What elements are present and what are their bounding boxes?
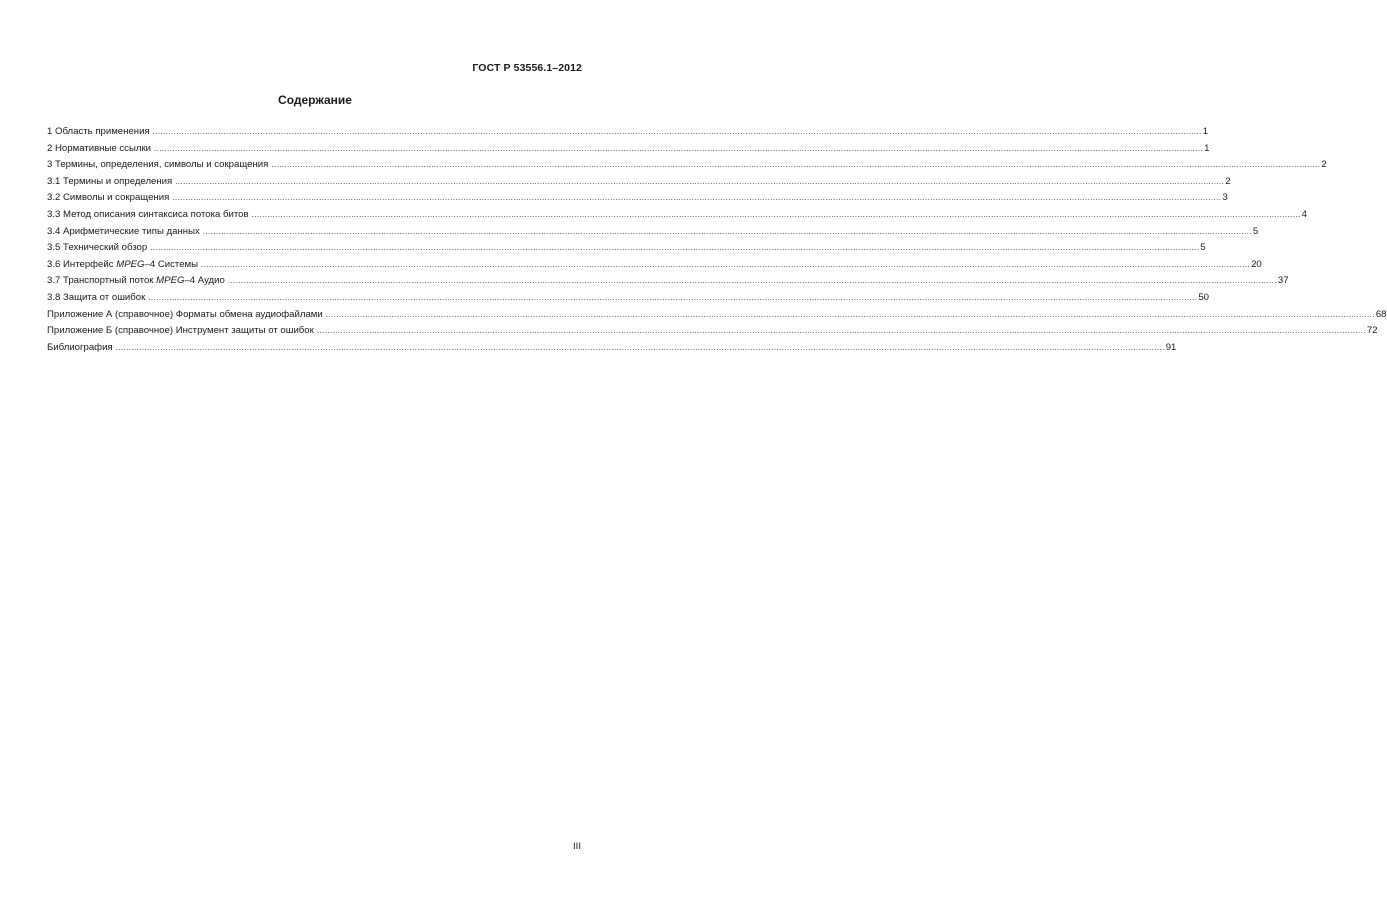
toc-entry-page: 1 (1204, 142, 1210, 154)
toc-entry[interactable] (47, 141, 1210, 158)
toc-leader-dots: ................................................................................................................................................................................................................................................................................................................................................................................................................ (316, 326, 1366, 336)
toc-entry-page: 2 (1321, 159, 1327, 171)
toc-entry[interactable] (47, 174, 1231, 191)
toc-entry-label (47, 290, 145, 307)
toc-entry-label (47, 174, 172, 191)
toc-leader-dots: ................................................................................................................................................................................................................................................................................................................................................................................................................ (201, 259, 1251, 269)
toc-entry-italic-text: MPEG (156, 275, 185, 287)
toc-entry-page: 37 (1277, 275, 1289, 287)
toc-entry-page: 5 (1200, 242, 1206, 254)
toc-entry-text: 3.2 Символы и сокращения (47, 192, 170, 204)
toc-leader-dots: ................................................................................................................................................................................................................................................................................................................................................................................................................ (202, 226, 1252, 236)
toc-entry-text: 1 Область применения (47, 126, 150, 137)
toc-entry-text: 3.5 Технический обзор (47, 242, 148, 254)
toc-entry-label (47, 190, 169, 207)
toc-leader-dots: ................................................................................................................................................................................................................................................................................................................................................................................................................ (115, 342, 1165, 352)
toc-entry-text-suffix: –4 Аудио (184, 275, 225, 287)
toc-entry[interactable] (47, 240, 1206, 257)
toc-entry-label (47, 141, 151, 158)
toc-entry[interactable] (47, 157, 1327, 174)
toc-leader-dots: ................................................................................................................................................................................................................................................................................................................................................................................................................ (172, 193, 1222, 203)
document-standard-id: ГОСТ Р 53556.1–2012 (472, 62, 582, 74)
toc-leader-dots: ................................................................................................................................................................................................................................................................................................................................................................................................................ (154, 143, 1204, 153)
toc-entry[interactable] (47, 340, 1177, 357)
toc-entry-label (47, 273, 225, 290)
toc-leader-dots: ................................................................................................................................................................................................................................................................................................................................................................................................................ (325, 309, 1375, 319)
toc-entry-text: 3.1 Термины и определения (47, 175, 173, 187)
toc-entry[interactable] (47, 273, 1289, 290)
toc-entry-label (47, 224, 200, 241)
toc-entry-page: 5 (1252, 225, 1259, 237)
toc-entry[interactable] (47, 290, 1210, 307)
toc-entry-page: 2 (1225, 175, 1231, 187)
toc-entry-page: 20 (1251, 258, 1262, 270)
toc-entry[interactable] (47, 323, 1378, 340)
toc-leader-dots: ................................................................................................................................................................................................................................................................................................................................................................................................................ (148, 292, 1198, 302)
toc-entry-text: 3.6 Интерфейс (47, 258, 117, 270)
toc-entry-text: Приложение А (справочное) Форматы обмена аудиофайлами (47, 308, 323, 320)
toc-entry[interactable] (47, 307, 1387, 324)
toc-entry-text: 3.3 Метод описания синтаксиса потока битов (47, 208, 249, 220)
toc-leader-dots: ................................................................................................................................................................................................................................................................................................................................................................................................................ (227, 276, 1277, 286)
toc-entry-text-suffix: –4 Системы (144, 258, 199, 270)
toc-entry-page: 50 (1198, 291, 1210, 303)
toc-leader-dots: ................................................................................................................................................................................................................................................................................................................................................................................................................ (251, 209, 1301, 219)
toc-entry-label (47, 207, 249, 224)
toc-entry-label (47, 240, 147, 257)
toc-entry-text: 3 Термины, определения, символы и сокращения (47, 159, 269, 171)
toc-entry-text: Приложение Б (справочное) Инструмент защиты от ошибок (47, 325, 314, 337)
toc-leader-dots: ................................................................................................................................................................................................................................................................................................................................................................................................................ (152, 127, 1202, 136)
toc-entry-label (47, 157, 268, 174)
toc-entry-text: 3.4 Арифметические типы данных (47, 225, 200, 237)
toc-entry-label (47, 257, 198, 274)
toc-entry-label (47, 323, 314, 340)
table-of-contents (47, 124, 1387, 356)
toc-entry[interactable] (47, 224, 1259, 241)
toc-entry-italic-text: MPEG (116, 258, 145, 270)
toc-entry-page: 91 (1165, 341, 1177, 353)
toc-entry-text: 3.7 Транспортный поток (47, 275, 157, 287)
toc-entry[interactable] (47, 257, 1262, 274)
toc-leader-dots: ................................................................................................................................................................................................................................................................................................................................................................................................................ (150, 243, 1200, 253)
toc-entry[interactable] (47, 190, 1228, 207)
toc-entry-page: 3 (1222, 192, 1228, 204)
toc-entry-page: 1 (1202, 126, 1209, 137)
page-number: III (573, 841, 581, 852)
toc-entry-label (47, 124, 150, 141)
toc-entry-text: 3.8 Защита от ошибок (47, 291, 146, 303)
toc-leader-dots: ................................................................................................................................................................................................................................................................................................................................................................................................................ (271, 160, 1321, 170)
toc-entry-label (47, 340, 113, 357)
toc-title: Содержание (278, 93, 352, 107)
toc-entry-page: 4 (1301, 208, 1307, 220)
toc-entry-text: Библиография (47, 341, 113, 353)
toc-entry[interactable] (47, 124, 1209, 141)
toc-entry-page: 72 (1366, 325, 1378, 337)
toc-entry-text: 2 Нормативные ссылки (47, 142, 152, 154)
toc-leader-dots: ................................................................................................................................................................................................................................................................................................................................................................................................................ (175, 176, 1225, 186)
toc-entry-label (47, 307, 323, 324)
toc-entry-page: 68 (1375, 308, 1387, 320)
toc-entry[interactable] (47, 207, 1307, 224)
